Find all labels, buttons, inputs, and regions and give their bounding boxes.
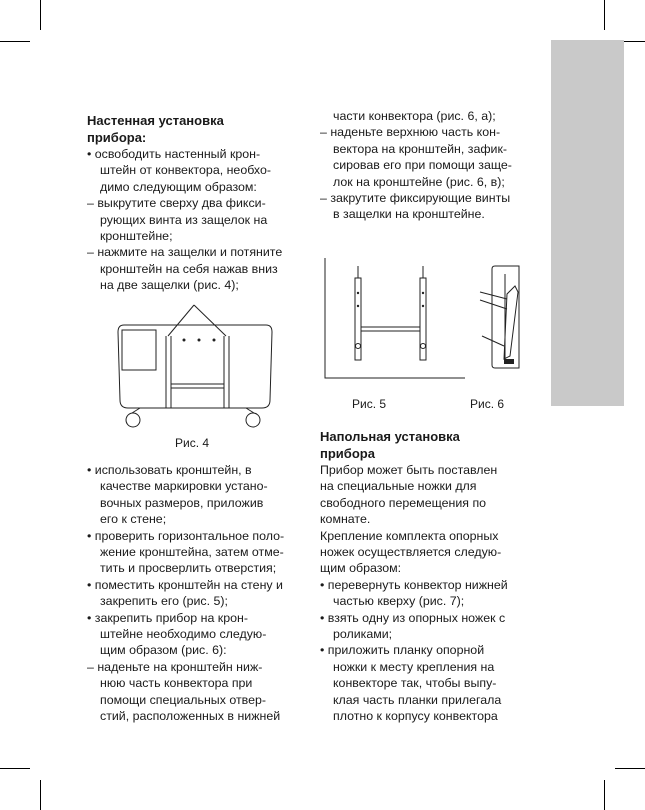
text-line: тить и просверлить отверстия; xyxy=(100,561,277,576)
wall-mount-heading xyxy=(87,112,309,146)
bracket-installation-section xyxy=(87,462,309,725)
mount-hole xyxy=(421,344,426,349)
text-line: – закрутите фиксирующие винты xyxy=(320,191,511,206)
text-line: комнате. xyxy=(320,512,371,527)
pointer-line xyxy=(194,305,226,336)
heading-line: прибора xyxy=(320,446,375,461)
wall-mount-section xyxy=(87,112,309,294)
screw-dot xyxy=(198,339,201,342)
crop-mark xyxy=(604,0,605,30)
leg xyxy=(246,408,254,413)
figure-5-caption: Рис. 5 xyxy=(352,397,387,411)
heading-line: Настенная установка xyxy=(87,113,224,128)
wall-frame xyxy=(325,258,465,378)
text-line: ножки к месту крепления на xyxy=(333,659,495,674)
crop-mark xyxy=(40,0,41,30)
text-line: кронштейн на себя нажав вниз xyxy=(100,261,278,276)
text-line: роликами; xyxy=(333,627,393,642)
floor-mount-list xyxy=(320,462,542,725)
text-line: клая часть планки прилегала xyxy=(333,692,502,707)
crop-mark xyxy=(615,768,645,769)
crop-mark xyxy=(604,780,605,810)
text-line: штейн от конвектора, необхо- xyxy=(100,163,271,178)
crop-mark xyxy=(0,768,30,769)
figure-4-caption: Рис. 4 xyxy=(175,436,210,450)
screw-dot xyxy=(183,339,186,342)
text-line: • закрепить прибор на крон- xyxy=(87,610,248,625)
text-line: • использовать кронштейн, в xyxy=(87,463,252,477)
text-line: рующих винта из защелок на xyxy=(100,212,268,227)
wheel xyxy=(126,413,140,427)
pointer-line xyxy=(480,300,507,309)
text-line: штейне необходимо следую- xyxy=(100,627,267,642)
crop-mark xyxy=(40,780,41,810)
text-line: на две защелки (рис. 4); xyxy=(100,278,239,293)
pointer-line xyxy=(482,336,504,346)
text-line: конвекторе так, чтобы выпу- xyxy=(333,676,497,691)
floor-mount-section xyxy=(320,428,542,725)
text-line: частью кверху (рис. 7); xyxy=(333,594,465,609)
wall-mount-list xyxy=(87,146,309,294)
convector-drawing xyxy=(118,305,272,427)
text-line: ножек осуществляется следую- xyxy=(320,545,502,560)
text-line: • взять одну из опорных ножек с xyxy=(320,610,506,625)
text-line: вочных размеров, приложив xyxy=(100,495,264,510)
text-line: кронштейне; xyxy=(100,229,173,244)
text-line: Крепление комплекта опорных xyxy=(320,528,499,543)
text-line: его к стене; xyxy=(100,512,167,527)
pointer-line xyxy=(480,292,507,299)
text-line: жение кронштейна, затем отме- xyxy=(100,545,284,560)
bracket-drawing xyxy=(325,258,465,378)
text-line: • поместить кронштейн на стену и xyxy=(87,577,283,592)
figure-5 xyxy=(320,258,470,383)
marker-dot xyxy=(422,292,424,294)
text-line: свободного перемещения по xyxy=(320,495,487,510)
screw-dot xyxy=(213,339,216,342)
bracket-installation-list xyxy=(87,462,309,725)
text-line: димо следующим образом: xyxy=(100,179,257,194)
marker-dot xyxy=(422,305,424,307)
text-line: на специальные ножки для xyxy=(320,479,477,494)
heading-line: прибора: xyxy=(87,130,147,145)
heading-line: Напольная установка xyxy=(320,429,460,444)
text-line: – нажмите на защелки и потяните xyxy=(87,245,283,260)
mount-hole xyxy=(356,344,361,349)
text-line: Прибор может быть поставлен xyxy=(320,463,498,477)
side-section-drawing xyxy=(480,266,519,368)
text-line: в защелки на кронштейне. xyxy=(333,207,485,222)
text-line: части конвектора (рис. 6, а); xyxy=(333,109,496,123)
convector-profile xyxy=(504,286,518,359)
text-line: – наденьте верхнюю часть кон- xyxy=(320,125,501,140)
figure-6-caption: Рис. 6 xyxy=(470,397,505,411)
marker-dot xyxy=(357,292,359,294)
text-line: • освободить настенный крон- xyxy=(87,147,261,161)
text-line: качестве маркировки устано- xyxy=(100,479,268,494)
text-line: • проверить горизонтальное поло- xyxy=(87,528,285,543)
text-line: щим образом (рис. 6): xyxy=(100,643,227,658)
right-top-section xyxy=(320,108,542,223)
pointer-line xyxy=(168,305,194,336)
text-line: – наденьте на кронштейн ниж- xyxy=(87,659,263,674)
control-panel xyxy=(122,330,156,370)
text-line: помощи специальных отвер- xyxy=(100,692,266,707)
marker-dot xyxy=(357,305,359,307)
text-line: лок на кронштейне (рис. 6, в); xyxy=(333,174,505,189)
text-line: • перевернуть конвектор нижней xyxy=(320,577,508,592)
text-line: стий, расположенных в нижней xyxy=(100,709,281,724)
text-line: нюю часть конвектора при xyxy=(100,676,253,691)
leg xyxy=(132,408,140,413)
convector-body xyxy=(118,325,272,408)
figure-4 xyxy=(110,300,285,430)
text-line: вектора на кронштейн, зафик- xyxy=(333,141,508,156)
right-top-list xyxy=(320,108,542,223)
text-line: плотно к корпусу конвектора xyxy=(333,709,498,724)
side-tab xyxy=(551,40,624,406)
floor-block xyxy=(504,359,514,364)
floor-mount-heading xyxy=(320,428,542,462)
figure-6 xyxy=(474,264,534,374)
text-line: сировав его при помощи заще- xyxy=(333,158,512,173)
text-line: закрепить его (рис. 5); xyxy=(100,594,228,609)
text-line: щим образом: xyxy=(320,561,402,576)
crop-mark xyxy=(0,41,30,42)
text-line: – выкрутите сверху два фикси- xyxy=(87,196,266,211)
text-line: • приложить планку опорной xyxy=(320,643,485,658)
wheel xyxy=(246,413,260,427)
